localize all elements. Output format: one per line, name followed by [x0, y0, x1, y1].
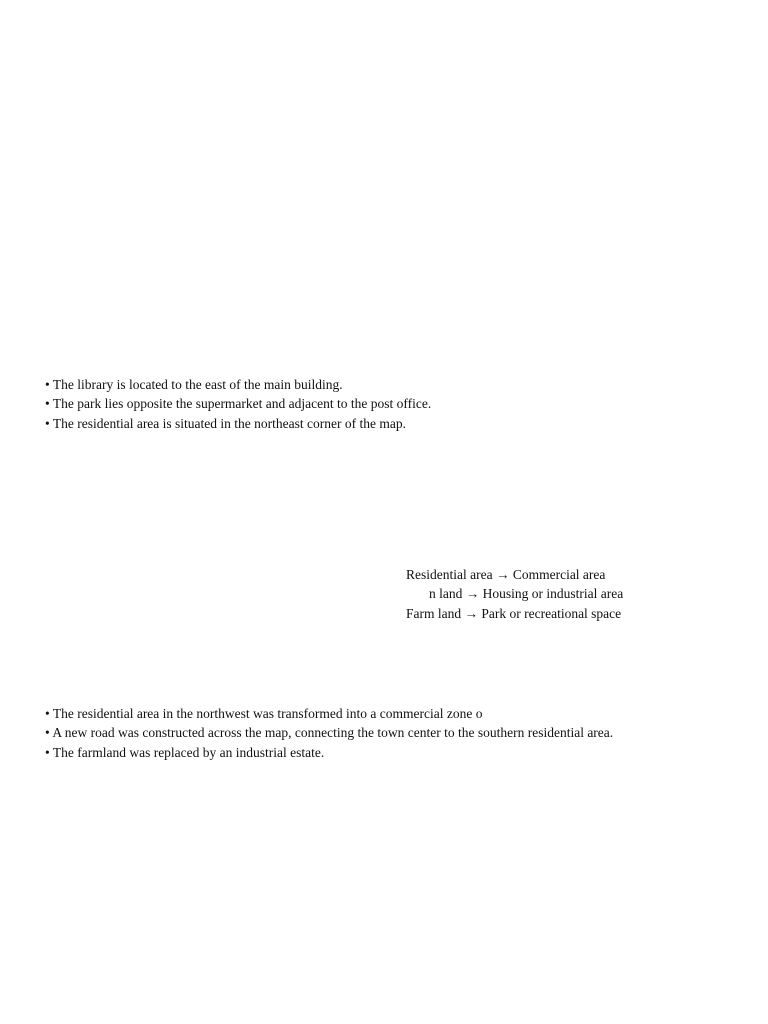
conversion-line: Farm land → Park or recreational space: [406, 605, 622, 621]
location-statement: • The library is located to the east of the main building.: [45, 377, 343, 392]
conversion-line: Residential area → Commercial area: [406, 567, 606, 582]
change-statement: • A new road was constructed across the map, connecting the town center to the southern residential area.: [45, 725, 614, 741]
conversion-line: n land → Housing or industrial area: [429, 586, 624, 602]
location-statement: • The park lies opposite the supermarket and adjacent to the post office.: [45, 396, 432, 412]
change-statement: • The farmland was replaced by an industrial estate.: [45, 744, 325, 760]
change-statement: • The residential area in the northwest was transformed into a commercial zone o: [45, 706, 483, 721]
location-statement: • The residential area is situated in the northeast corner of the map.: [45, 415, 406, 431]
land-use-conversions-list: [406, 565, 623, 623]
location-statements-list: [45, 375, 431, 433]
change-statements-list: [45, 704, 613, 762]
